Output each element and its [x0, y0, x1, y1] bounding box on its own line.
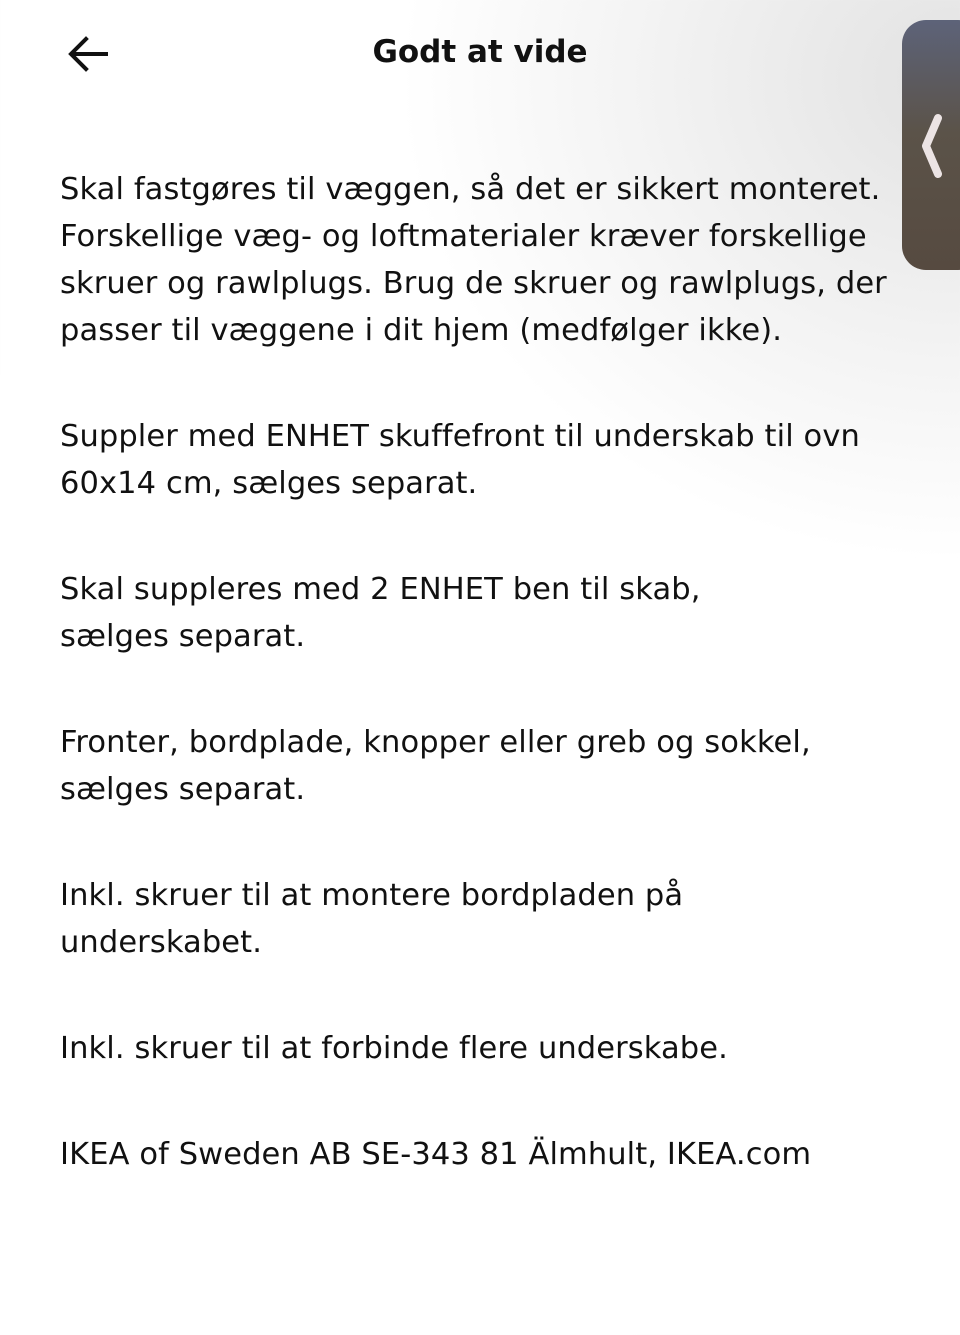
info-paragraph: Inkl. skruer til at montere bordpladen på underskabet.	[60, 878, 684, 960]
info-paragraph: Skal suppleres med 2 ENHET ben til skab, sælges separat.	[60, 572, 701, 654]
chevron-left-icon	[918, 112, 948, 182]
info-paragraph: IKEA of Sweden AB SE-343 81 Älmhult, IKEA.com	[60, 1137, 812, 1172]
info-paragraph: Skal fastgøres til væggen, så det er sikkert monteret. Forskellige væg- og loftmaterialer kræver forskellige skruer og rawlplugs. Brug de skruer og rawlplugs, der passer til væggene i dit hjem (medfølger ikke).	[60, 172, 887, 348]
info-paragraph: Inkl. skruer til at forbinde flere underskabe.	[60, 1031, 728, 1066]
info-paragraph: Fronter, bordplade, knopper eller greb og sokkel, sælges separat.	[60, 725, 811, 807]
info-content	[60, 166, 910, 1237]
header	[0, 0, 960, 110]
info-paragraph: Suppler med ENHET skuffefront til underskab til ovn 60x14 cm, sælges separat.	[60, 419, 860, 501]
side-panel-handle[interactable]	[902, 20, 960, 270]
page-title: Godt at vide	[372, 34, 588, 70]
